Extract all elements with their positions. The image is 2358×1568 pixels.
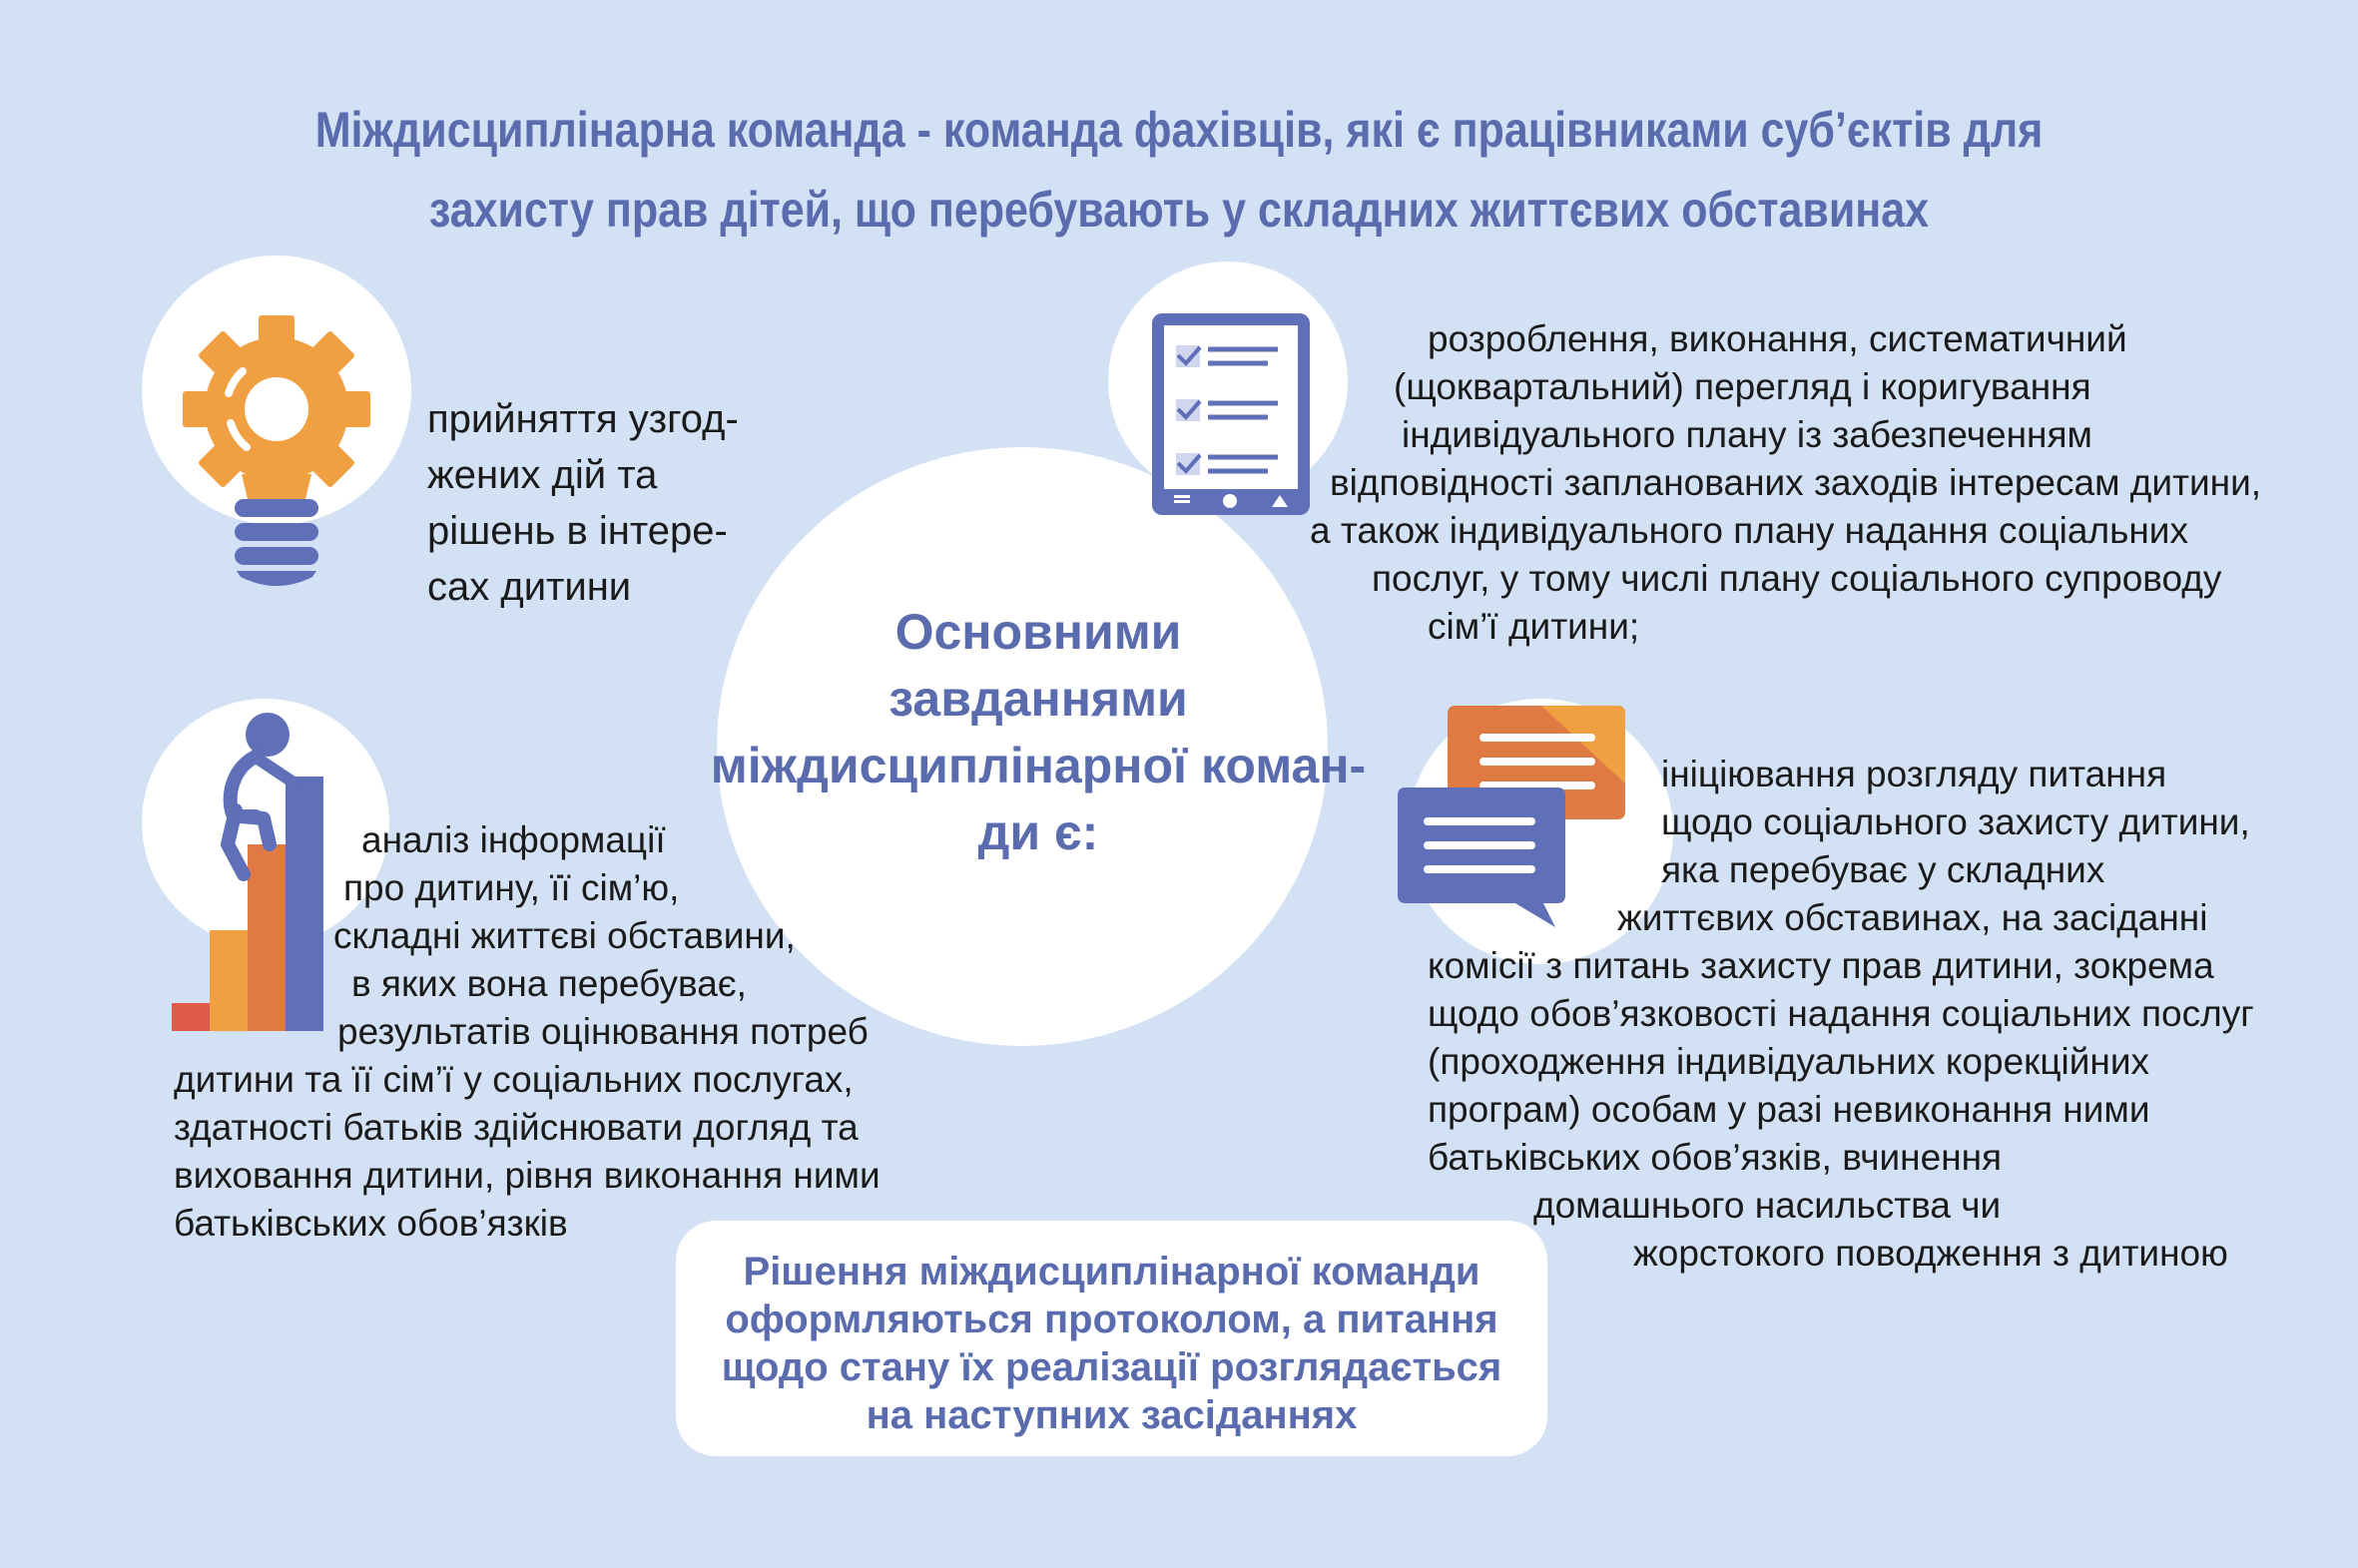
task-line: жених дій та	[427, 453, 658, 497]
center-heading	[704, 599, 1373, 866]
title-line-2: захисту прав дітей, що перебувають у складних життєвих обставинах	[428, 182, 1930, 238]
note-line: на наступних засіданнях	[866, 1393, 1358, 1437]
climbing-person-bar-chart-icon	[170, 699, 369, 1018]
checklist-tablet-icon	[1148, 309, 1318, 519]
task-line: домашнього насильства чи	[1533, 1185, 2002, 1226]
note-line: щодо стану їх реалізації розглядається	[721, 1345, 1502, 1389]
task-line: в яких вона перебуває,	[351, 963, 747, 1004]
task-line: рішень в інтере-	[427, 509, 728, 553]
task-agreed-actions	[427, 391, 739, 615]
task-line: розроблення, виконання, систематичний	[1428, 318, 2127, 359]
task-line: здатності батьків здійснювати догляд та	[174, 1107, 859, 1148]
task-line: результатів оцінювання потреб	[337, 1011, 869, 1052]
task-line: сім’ї дитини;	[1428, 606, 1640, 647]
task-line: про дитину, її сім’ю,	[343, 867, 680, 908]
task-line: ініціювання розгляду питання	[1661, 754, 2167, 794]
task-line: прийняття узгод-	[427, 397, 739, 441]
chat-bubbles-icon	[1396, 704, 1655, 933]
task-line: яка перебуває у складних	[1661, 849, 2105, 890]
task-line: дитини та її сім’ї у соціальних послугах,	[174, 1059, 854, 1100]
task-line: складні життєві обставини,	[333, 915, 796, 956]
task-line: відповідності запланованих заходів інтересам дитини,	[1330, 462, 2262, 503]
task-line: послуг, у тому числі плану соціального супроводу	[1372, 558, 2222, 599]
task-line: аналіз інформації	[361, 819, 666, 860]
task-line: щодо соціального захисту дитини,	[1661, 801, 2250, 842]
center-line: міждисциплінарної коман-	[710, 738, 1367, 793]
task-line: (щоквартальний) перегляд і коригування	[1394, 366, 2091, 407]
task-line: а також індивідуального плану надання соціальних	[1310, 510, 2188, 551]
task-line: щодо обов’язковості надання соціальних послуг	[1428, 993, 2254, 1034]
center-line: ди є:	[977, 804, 1099, 860]
note-line: Рішення міждисциплінарної команди	[743, 1250, 1480, 1294]
task-line: (проходження індивідуальних корекційних	[1428, 1041, 2150, 1082]
page-title	[217, 90, 2141, 250]
title-line-1: Міждисциплінарна команда - команда фахівців, які є працівниками суб’єктів для	[314, 102, 2044, 158]
task-line: програм) особам у разі невиконання ними	[1428, 1089, 2150, 1130]
note-line: оформляються протоколом, а питання	[725, 1298, 1498, 1341]
task-line: життєвих обставинах, на засіданні	[1617, 897, 2208, 938]
task-line: виховання дитини, рівня виконання ними	[174, 1155, 881, 1196]
decision-note	[676, 1248, 1547, 1439]
task-line: індивідуального плану із забезпеченням	[1402, 414, 2092, 455]
task-line: батьківських обов’язків	[174, 1203, 568, 1244]
task-line: батьківських обов’язків, вчинення	[1428, 1137, 2003, 1178]
center-line: Основними	[894, 604, 1182, 660]
gear-bulb-icon	[180, 309, 379, 589]
task-line: сах дитини	[427, 565, 632, 609]
task-line: жорстокого поводження з дитиною	[1633, 1233, 2228, 1274]
task-line: комісії з питань захисту прав дитини, зокрема	[1428, 945, 2214, 986]
center-line: завданнями	[888, 671, 1188, 727]
